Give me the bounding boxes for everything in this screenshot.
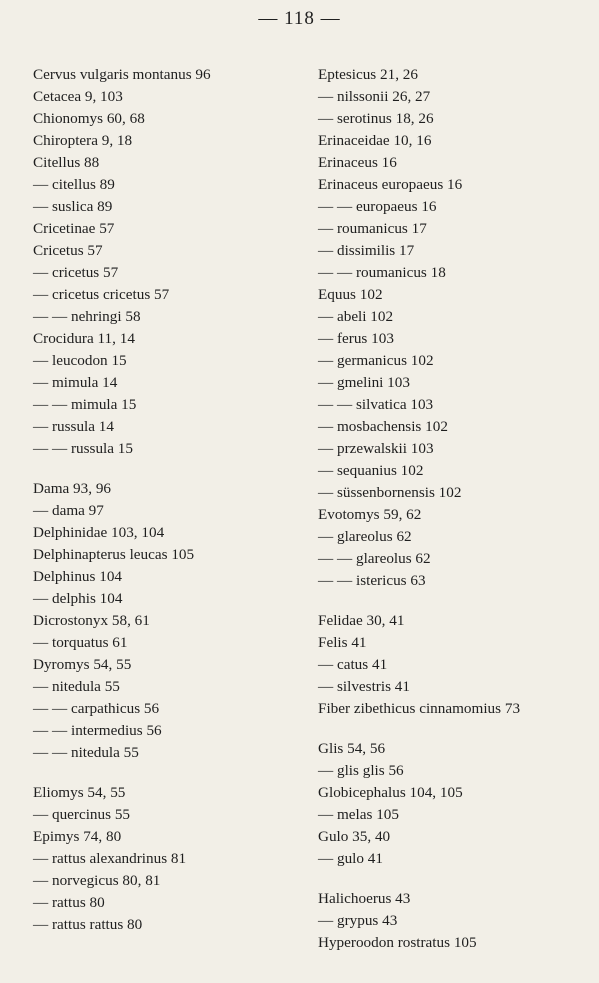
index-entry: — cricetus cricetus 57 bbox=[33, 286, 170, 303]
index-entry: — — intermedius 56 bbox=[33, 722, 162, 739]
index-entry: — norvegicus 80, 81 bbox=[33, 872, 161, 889]
index-entry: — suslica 89 bbox=[33, 198, 113, 215]
index-entry: Dyromys 54, 55 bbox=[33, 656, 132, 673]
index-entry: — leucodon 15 bbox=[33, 352, 127, 369]
index-entry: — abeli 102 bbox=[318, 308, 394, 325]
index-entry: — citellus 89 bbox=[33, 176, 115, 193]
index-entry: Felidae 30, 41 bbox=[318, 612, 405, 629]
index-entry: — serotinus 18, 26 bbox=[318, 110, 434, 127]
section-gap bbox=[33, 460, 308, 478]
index-entry: — — carpathicus 56 bbox=[33, 700, 160, 717]
index-entry: — glareolus 62 bbox=[318, 528, 412, 545]
index-entry: Eptesicus 21, 26 bbox=[318, 66, 418, 83]
index-entry: — — silvatica 103 bbox=[318, 396, 434, 413]
index-entry: — grypus 43 bbox=[318, 912, 398, 929]
index-entry: — rattus 80 bbox=[33, 894, 105, 911]
index-entry: Hyperoodon rostratus 105 bbox=[318, 934, 477, 951]
index-entry: — dissimilis 17 bbox=[318, 242, 415, 259]
index-entry: — — roumanicus 18 bbox=[318, 264, 446, 281]
index-entry: — — europaeus 16 bbox=[318, 198, 437, 215]
index-entry: Equus 102 bbox=[318, 286, 383, 303]
index-entry: Delphinapterus leucas 105 bbox=[33, 546, 195, 563]
index-entry: Cricetus 57 bbox=[33, 242, 103, 259]
index-entry: Globicephalus 104, 105 bbox=[318, 784, 463, 801]
index-entry: — ferus 103 bbox=[318, 330, 394, 347]
index-entry: Delphinus 104 bbox=[33, 568, 123, 585]
index-entry: — mosbachensis 102 bbox=[318, 418, 448, 435]
index-entry: — gulo 41 bbox=[318, 850, 383, 867]
page-number: — 118 — bbox=[258, 8, 341, 29]
index-entry: — roumanicus 17 bbox=[318, 220, 427, 237]
index-entry: Halichoerus 43 bbox=[318, 890, 411, 907]
index-entry: — melas 105 bbox=[318, 806, 399, 823]
index-entry: — nitedula 55 bbox=[33, 678, 120, 695]
index-entry: Eliomys 54, 55 bbox=[33, 784, 126, 801]
index-entry: Felis 41 bbox=[318, 634, 367, 651]
index-entry: Delphinidae 103, 104 bbox=[33, 524, 165, 541]
index-entry: — delphis 104 bbox=[33, 590, 123, 607]
index-entry: Erinaceidae 10, 16 bbox=[318, 132, 432, 149]
section-gap bbox=[318, 720, 594, 738]
index-entry: — mimula 14 bbox=[33, 374, 118, 391]
index-entry: — russula 14 bbox=[33, 418, 114, 435]
index-entry: — glis glis 56 bbox=[318, 762, 404, 779]
index-entry: — gmelini 103 bbox=[318, 374, 410, 391]
index-entry: — germanicus 102 bbox=[318, 352, 434, 369]
section-gap bbox=[33, 764, 308, 782]
index-entry: Glis 54, 56 bbox=[318, 740, 386, 757]
index-entry: Crocidura 11, 14 bbox=[33, 330, 135, 347]
index-entry: Chionomys 60, 68 bbox=[33, 110, 145, 127]
index-entry: Fiber zibethicus cinnamomius 73 bbox=[318, 700, 521, 717]
index-column-left bbox=[33, 64, 308, 936]
index-entry: — süssenbornensis 102 bbox=[318, 484, 462, 501]
index-entry: — — mimula 15 bbox=[33, 396, 137, 413]
index-entry: Chiroptera 9, 18 bbox=[33, 132, 133, 149]
index-entry: Epimys 74, 80 bbox=[33, 828, 122, 845]
section-gap bbox=[318, 870, 594, 888]
index-entry: — przewalskii 103 bbox=[318, 440, 434, 457]
index-entry: — sequanius 102 bbox=[318, 462, 424, 479]
index-entry: Gulo 35, 40 bbox=[318, 828, 391, 845]
index-column-right bbox=[318, 64, 594, 954]
index-entry: — — nitedula 55 bbox=[33, 744, 139, 761]
index-entry: Dama 93, 96 bbox=[33, 480, 112, 497]
index-entry: Evotomys 59, 62 bbox=[318, 506, 422, 523]
index-entry: — — nehringi 58 bbox=[33, 308, 141, 325]
index-entry: — — russula 15 bbox=[33, 440, 133, 457]
index-entry: Erinaceus europaeus 16 bbox=[318, 176, 463, 193]
index-entry: — rattus alexandrinus 81 bbox=[33, 850, 187, 867]
index-entry: — rattus rattus 80 bbox=[33, 916, 143, 933]
index-entry: — torquatus 61 bbox=[33, 634, 128, 651]
index-entry: Dicrostonyx 58, 61 bbox=[33, 612, 150, 629]
index-entry: Erinaceus 16 bbox=[318, 154, 397, 171]
index-entry: — — glareolus 62 bbox=[318, 550, 431, 567]
index-entry: — quercinus 55 bbox=[33, 806, 131, 823]
section-gap bbox=[318, 592, 594, 610]
index-entry: Cetacea 9, 103 bbox=[33, 88, 123, 105]
index-entry: — dama 97 bbox=[33, 502, 104, 519]
index-entry: — cricetus 57 bbox=[33, 264, 119, 281]
index-entry: Citellus 88 bbox=[33, 154, 100, 171]
index-entry: — silvestris 41 bbox=[318, 678, 410, 695]
index-entry: — nilssonii 26, 27 bbox=[318, 88, 431, 105]
index-entry: — — istericus 63 bbox=[318, 572, 426, 589]
index-entry: Cervus vulgaris montanus 96 bbox=[33, 66, 211, 83]
index-entry: — catus 41 bbox=[318, 656, 388, 673]
index-entry: Cricetinae 57 bbox=[33, 220, 115, 237]
